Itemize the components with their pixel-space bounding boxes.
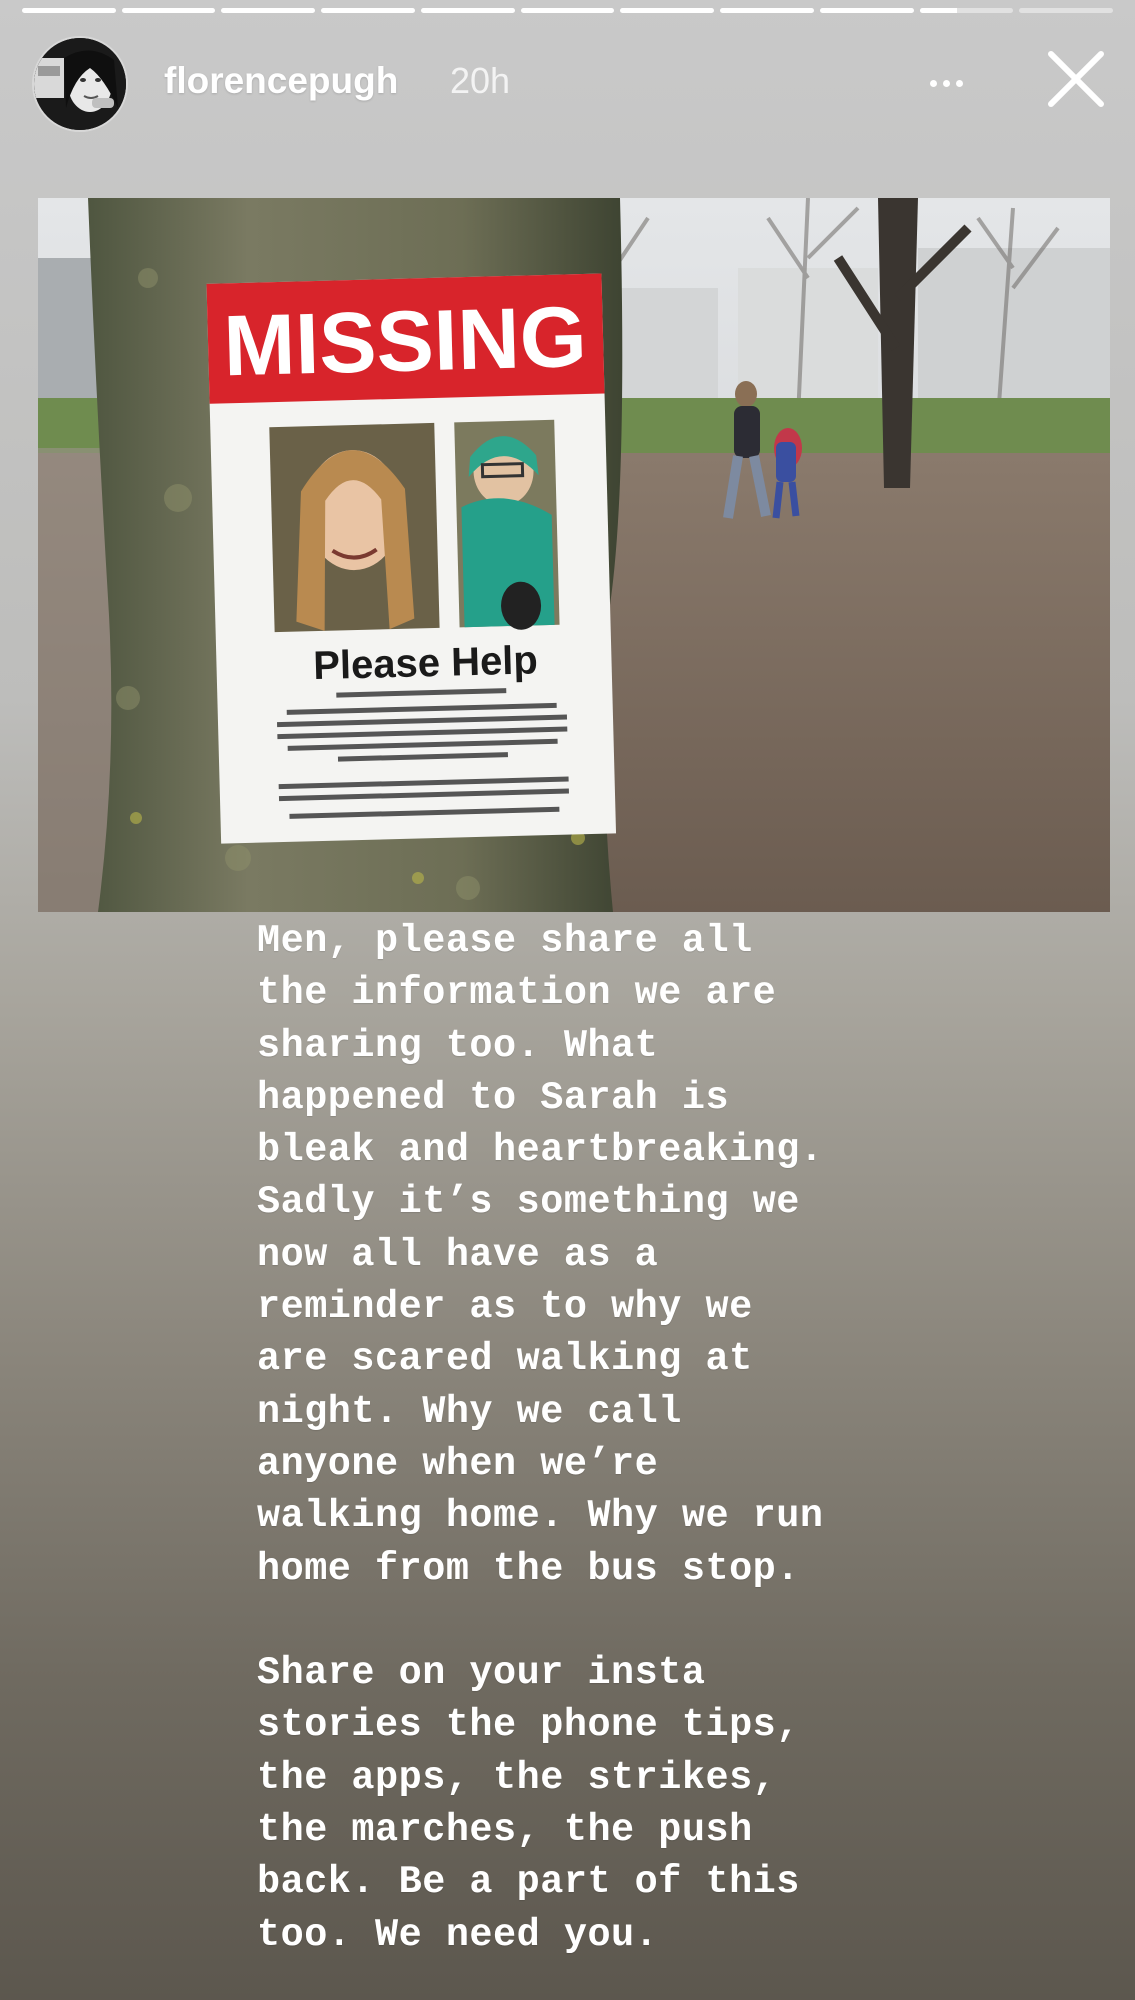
story-progress-segment [521,8,615,13]
story-progress-segment [321,8,415,13]
close-icon[interactable] [1041,44,1111,114]
story-caption: Men, please share all the information we are sharing too. What happened to Sarah is bleak and heartbreaking. Sadly it’s something we now all have as a reminder as to why we are scared walking at night. Why we call anyone when we’re walking home. Why we run home from the bus stop. Share on your insta stories the phone tips, the apps, the strikes, the marches, the push back. Be a part of this too. We need you. [257,919,824,1957]
missing-poster-on-tree-image [38,198,1110,912]
story-progress-segment [820,8,914,13]
story-header [34,36,1111,128]
poster-subheading: Please Help [312,638,539,689]
story-progress-segment [421,8,515,13]
story-photo [38,198,1110,912]
story-progress-bar [22,8,1113,14]
story-progress-segment [221,8,315,13]
story-progress-segment [920,8,1014,13]
poster-heading: MISSING [222,288,588,395]
username[interactable]: florencepugh [164,60,399,101]
avatar[interactable] [34,38,126,130]
timestamp: 20h [450,60,511,101]
story-progress-segment [720,8,814,13]
more-icon[interactable] [911,58,981,108]
story-progress-segment [620,8,714,13]
avatar-photo [34,38,126,130]
story-progress-segment [122,8,216,13]
story-progress-segment [1019,8,1113,13]
story-progress-segment [22,8,116,13]
